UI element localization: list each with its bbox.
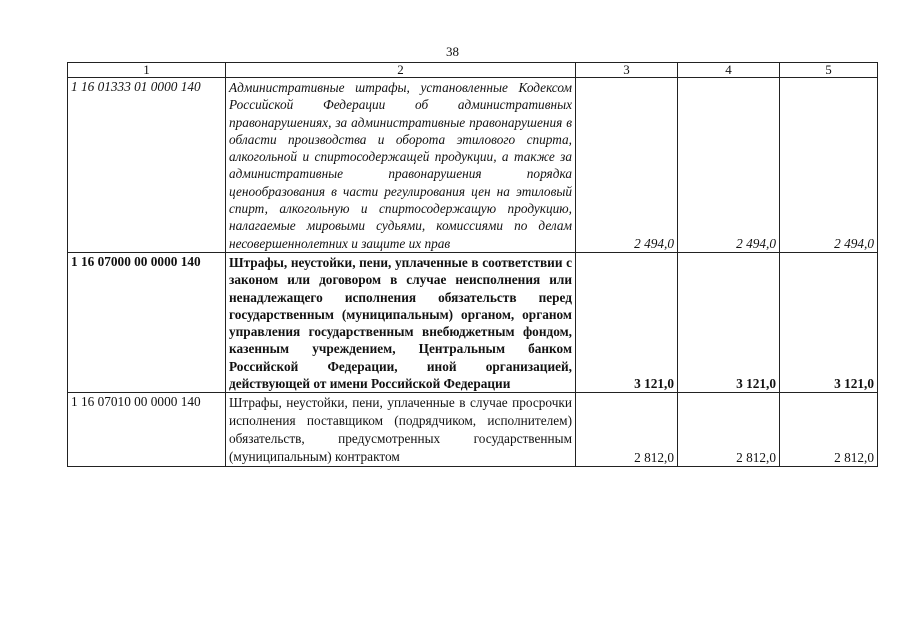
income-name: Штрафы, неустойки, пени, уплаченные в соответствии с законом или договором в случае неисполнения или ненадлежащего исполнения обязательств перед государственным (муниципальным) органом, органом управления государственным внебюджетным фондом, казенным учреждением, Центральным банком Российской Федерации, иной организацией, действующей от имени Российской Федерации <box>226 252 576 392</box>
column-number: 2 <box>226 63 576 78</box>
amount-col4: 2 812,0 <box>678 393 780 467</box>
column-number: 1 <box>68 63 226 78</box>
budget-code: 1 16 01333 01 0000 140 <box>68 78 226 253</box>
amount-col4: 2 494,0 <box>678 78 780 253</box>
amount-col5: 2 494,0 <box>780 78 878 253</box>
income-name: Штрафы, неустойки, пени, уплаченные в случае просрочки исполнения поставщиком (подрядчиком, исполнителем) обязательств, предусмотренных государственным (муниципальным) контрактом <box>226 393 576 467</box>
amount-col3: 2 812,0 <box>576 393 678 467</box>
column-number: 3 <box>576 63 678 78</box>
amount-col4: 3 121,0 <box>678 252 780 392</box>
column-number: 5 <box>780 63 878 78</box>
amount-col5: 2 812,0 <box>780 393 878 467</box>
budget-code: 1 16 07010 00 0000 140 <box>68 393 226 467</box>
column-number: 4 <box>678 63 780 78</box>
amount-col3: 2 494,0 <box>576 78 678 253</box>
column-number-row <box>68 63 878 78</box>
page-number: 38 <box>446 44 459 59</box>
table-row <box>68 78 878 253</box>
budget-code: 1 16 07000 00 0000 140 <box>68 252 226 392</box>
table-row <box>68 252 878 392</box>
amount-col5: 3 121,0 <box>780 252 878 392</box>
income-name: Административные штрафы, установленные Кодексом Российской Федерации об административных правонарушениях, за административные правонарушения в области производства и оборота этилового спирта, алкогольной и спиртосодержащей продукции, а также за административные правонарушения порядка ценообразования в части регулирования цен на этиловый спирт, алкогольную и спиртосодержащую продукцию, налагаемые мировыми судьями, комиссиями по делам несовершеннолетних и защите их прав <box>226 78 576 253</box>
budget-table <box>67 62 878 467</box>
amount-col3: 3 121,0 <box>576 252 678 392</box>
table-row <box>68 393 878 467</box>
